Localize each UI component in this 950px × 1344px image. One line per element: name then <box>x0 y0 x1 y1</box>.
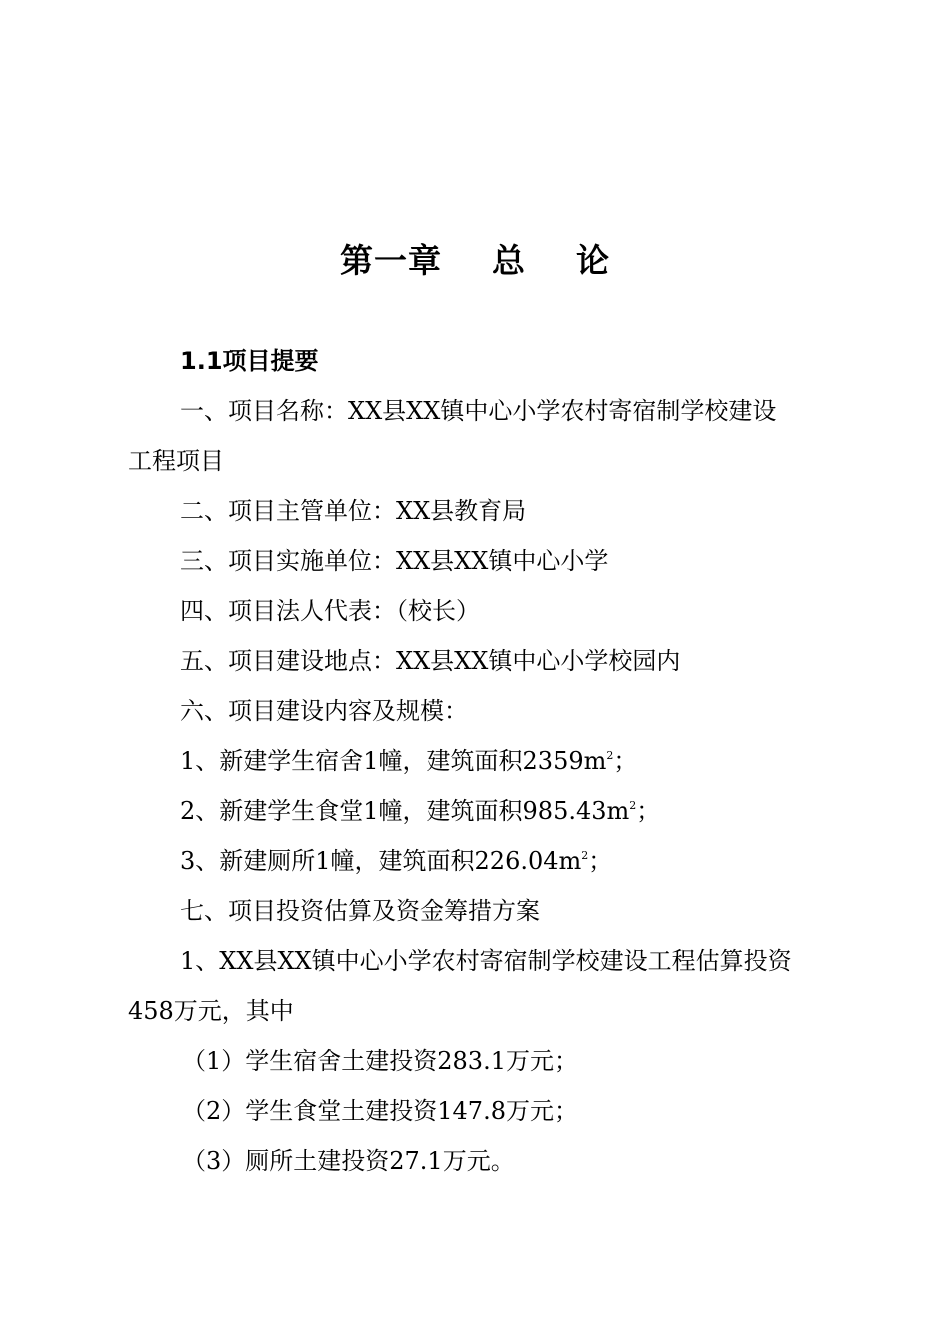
investment-sub-item: （3）厕所土建投资27.1万元。 <box>182 1147 515 1175</box>
scope-item-text: 3、新建厕所1幢，建筑面积226.04m <box>180 847 582 875</box>
project-name-line1: 一、项目名称：XX县XX镇中心小学农村寄宿制学校建设 <box>180 397 777 425</box>
project-location: 五、项目建设地点：XX县XX镇中心小学校园内 <box>180 647 681 675</box>
scope-item-text: 1、新建学生宿舍1幢，建筑面积2359m <box>180 747 607 775</box>
investment-sub-item: （1）学生宿舍土建投资283.1万元； <box>182 1047 578 1075</box>
scope-item <box>128 836 828 886</box>
project-scope-heading: 六、项目建设内容及规模： <box>180 697 468 725</box>
project-legal-representative: 四、项目法人代表：（校长） <box>180 597 480 625</box>
area-unit-superscript: 2 <box>581 849 589 862</box>
document-body <box>128 336 828 1186</box>
scope-item <box>128 736 828 786</box>
chapter-title: 第一章 总 论 <box>340 241 610 280</box>
area-unit-superscript: 2 <box>606 749 614 762</box>
scope-item <box>128 786 828 836</box>
project-implementer: 三、项目实施单位：XX县XX镇中心小学 <box>180 547 609 575</box>
investment-sub-item: （2）学生食堂土建投资147.8万元； <box>182 1097 578 1125</box>
scope-item-tail: ； <box>588 847 613 875</box>
project-authority: 二、项目主管单位：XX县教育局 <box>180 497 527 525</box>
section-heading: 1.1项目提要 <box>180 347 319 375</box>
investment-line2: 458万元，其中 <box>128 997 294 1025</box>
investment-heading: 七、项目投资估算及资金筹措方案 <box>180 897 540 925</box>
scope-item-text: 2、新建学生食堂1幢，建筑面积985.43m <box>180 797 630 825</box>
investment-line1: 1、XX县XX镇中心小学农村寄宿制学校建设工程估算投资 <box>180 947 792 975</box>
scope-item-tail: ； <box>613 747 638 775</box>
area-unit-superscript: 2 <box>629 799 637 812</box>
project-name-line2: 工程项目 <box>128 447 224 475</box>
scope-item-tail: ； <box>636 797 661 825</box>
